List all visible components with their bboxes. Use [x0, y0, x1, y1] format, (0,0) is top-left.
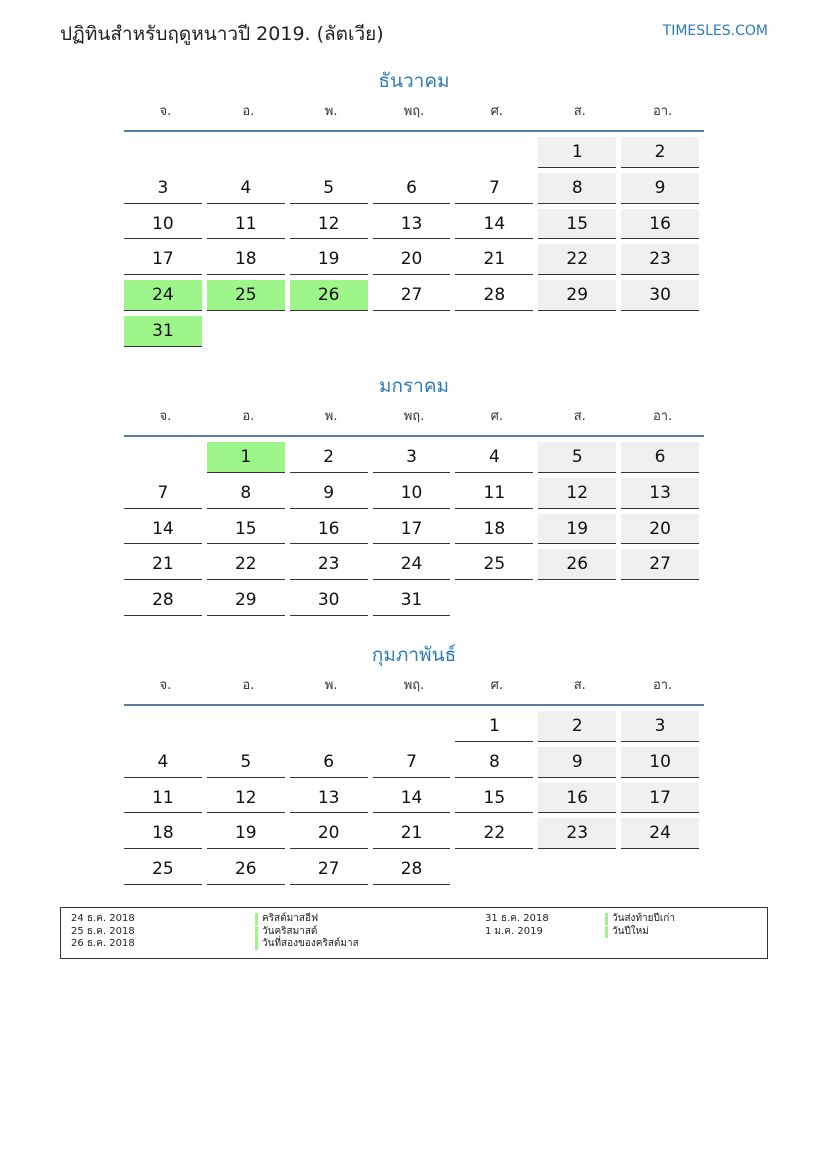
legend-holiday-name: วันที่สองของคริสต์มาส [255, 938, 359, 950]
day-cell: 11 [124, 783, 202, 814]
weekday-label: พ. [324, 678, 338, 693]
day-cell: 3 [621, 711, 699, 742]
page-title: ปฏิทินสำหรับฤดูหนาวปี 2019. (ลัตเวีย) [60, 23, 384, 45]
day-cell: 21 [455, 244, 533, 275]
day-cell: 2 [621, 137, 699, 168]
day-cell: 16 [621, 209, 699, 240]
day-cell: 15 [538, 209, 616, 240]
day-cell: 20 [373, 244, 451, 275]
day-cell: 20 [621, 514, 699, 545]
week-row [124, 477, 704, 513]
month-calendar [124, 371, 704, 620]
day-cell: 16 [290, 514, 368, 545]
week-row [124, 208, 704, 244]
day-cell: 1 [538, 137, 616, 168]
legend-holiday-name: วันปีใหม่ [605, 926, 649, 938]
day-cell: 24 [621, 818, 699, 849]
holiday-day-cell: 31 [124, 316, 202, 347]
day-cell: 27 [621, 549, 699, 580]
day-cell: 2 [290, 442, 368, 473]
weekday-header [124, 401, 704, 437]
day-cell: 10 [124, 209, 202, 240]
month-title: ธันวาคม [378, 70, 450, 92]
day-cell: 5 [207, 747, 285, 778]
month-title: กุมภาพันธ์ [371, 644, 457, 666]
week-row [124, 172, 704, 208]
day-cell: 9 [621, 173, 699, 204]
legend-holiday-name: วันส่งท้ายปีเก่า [605, 913, 675, 925]
day-cell: 26 [207, 854, 285, 885]
legend-date: 24 ธ.ค. 2018 [71, 913, 135, 924]
day-cell: 28 [373, 854, 451, 885]
day-cell: 22 [538, 244, 616, 275]
day-cell: 18 [455, 514, 533, 545]
day-cell: 21 [373, 818, 451, 849]
day-cell: 11 [207, 209, 285, 240]
legend-date: 31 ธ.ค. 2018 [485, 913, 549, 924]
weekday-label: อา. [652, 104, 673, 119]
day-cell: 27 [290, 854, 368, 885]
week-row [124, 817, 704, 853]
week-row [124, 746, 704, 782]
week-row [124, 315, 704, 351]
weekday-label: อา. [652, 409, 673, 424]
weekday-label: ส. [573, 409, 586, 424]
day-cell: 3 [124, 173, 202, 204]
day-cell: 11 [455, 478, 533, 509]
day-cell: 31 [373, 585, 451, 616]
day-cell: 9 [538, 747, 616, 778]
day-cell: 13 [290, 783, 368, 814]
day-cell: 22 [207, 549, 285, 580]
day-cell: 18 [207, 244, 285, 275]
legend-item [61, 938, 359, 950]
legend-date: 26 ธ.ค. 2018 [71, 938, 135, 949]
day-cell: 20 [290, 818, 368, 849]
weekday-label: ส. [573, 104, 586, 119]
day-cell: 3 [373, 442, 451, 473]
day-cell: 4 [455, 442, 533, 473]
day-cell: 25 [124, 854, 202, 885]
day-cell: 18 [124, 818, 202, 849]
holiday-legend [60, 907, 768, 959]
holiday-day-cell: 26 [290, 280, 368, 311]
month-calendar [124, 640, 704, 889]
day-cell: 12 [290, 209, 368, 240]
week-row [124, 710, 704, 746]
weekday-label: จ. [159, 409, 172, 424]
month-title: มกราคม [378, 375, 450, 397]
weekday-label: อา. [652, 678, 673, 693]
legend-date: 25 ธ.ค. 2018 [71, 926, 135, 937]
legend-item [475, 913, 675, 925]
day-cell: 29 [538, 280, 616, 311]
day-cell: 16 [538, 783, 616, 814]
holiday-day-cell: 24 [124, 280, 202, 311]
day-cell: 19 [538, 514, 616, 545]
weekday-header [124, 96, 704, 132]
month-calendar [124, 66, 704, 351]
weekday-label: ศ. [490, 678, 504, 693]
day-cell: 28 [124, 585, 202, 616]
weekday-header [124, 670, 704, 706]
day-cell: 1 [455, 711, 533, 742]
day-cell: 17 [124, 244, 202, 275]
day-cell: 7 [373, 747, 451, 778]
week-row [124, 136, 704, 172]
day-cell: 6 [621, 442, 699, 473]
legend-holiday-name: คริสต์มาสอีฟ [255, 913, 318, 925]
weekday-label: พ. [324, 104, 338, 119]
day-cell: 8 [207, 478, 285, 509]
legend-item [475, 926, 649, 938]
day-cell: 7 [124, 478, 202, 509]
day-cell: 5 [290, 173, 368, 204]
day-cell: 8 [455, 747, 533, 778]
week-row [124, 243, 704, 279]
holiday-day-cell: 1 [207, 442, 285, 473]
day-cell: 27 [373, 280, 451, 311]
day-cell: 19 [290, 244, 368, 275]
day-cell: 4 [207, 173, 285, 204]
day-cell: 12 [207, 783, 285, 814]
weekday-label: อ. [242, 678, 255, 693]
day-cell: 28 [455, 280, 533, 311]
day-cell: 17 [621, 783, 699, 814]
day-cell: 26 [538, 549, 616, 580]
week-row [124, 782, 704, 818]
weekday-label: จ. [159, 678, 172, 693]
weekday-label: ศ. [490, 409, 504, 424]
day-cell: 5 [538, 442, 616, 473]
week-row [124, 584, 704, 620]
weekday-label: อ. [242, 104, 255, 119]
day-cell: 13 [373, 209, 451, 240]
day-cell: 2 [538, 711, 616, 742]
day-cell: 24 [373, 549, 451, 580]
day-cell: 29 [207, 585, 285, 616]
day-cell: 14 [455, 209, 533, 240]
legend-holiday-name: วันคริสมาสต์ [255, 926, 317, 938]
day-cell: 15 [207, 514, 285, 545]
week-row [124, 853, 704, 889]
day-cell: 6 [290, 747, 368, 778]
day-cell: 13 [621, 478, 699, 509]
legend-date: 1 ม.ค. 2019 [485, 926, 543, 937]
weekday-label: พฤ. [403, 678, 425, 693]
day-cell: 9 [290, 478, 368, 509]
week-row [124, 548, 704, 584]
day-cell: 15 [455, 783, 533, 814]
weekday-label: ศ. [490, 104, 504, 119]
day-cell: 25 [455, 549, 533, 580]
weekday-label: พ. [324, 409, 338, 424]
day-cell: 19 [207, 818, 285, 849]
week-row [124, 279, 704, 315]
day-cell: 23 [538, 818, 616, 849]
legend-item [61, 913, 318, 925]
day-cell: 7 [455, 173, 533, 204]
weekday-label: ส. [573, 678, 586, 693]
week-row [124, 513, 704, 549]
holiday-day-cell: 25 [207, 280, 285, 311]
day-cell: 30 [621, 280, 699, 311]
day-cell: 8 [538, 173, 616, 204]
day-cell: 23 [621, 244, 699, 275]
day-cell: 4 [124, 747, 202, 778]
day-cell: 12 [538, 478, 616, 509]
week-row [124, 441, 704, 477]
day-cell: 10 [621, 747, 699, 778]
day-cell: 23 [290, 549, 368, 580]
day-cell: 6 [373, 173, 451, 204]
weekday-label: อ. [242, 409, 255, 424]
day-cell: 30 [290, 585, 368, 616]
legend-item [61, 926, 317, 938]
day-cell: 22 [455, 818, 533, 849]
weekday-label: พฤ. [403, 104, 425, 119]
day-cell: 17 [373, 514, 451, 545]
weekday-label: พฤ. [403, 409, 425, 424]
day-cell: 10 [373, 478, 451, 509]
weekday-label: จ. [159, 104, 172, 119]
brand-link[interactable]: TIMESLES.COM [662, 23, 768, 39]
day-cell: 21 [124, 549, 202, 580]
day-cell: 14 [124, 514, 202, 545]
day-cell: 14 [373, 783, 451, 814]
